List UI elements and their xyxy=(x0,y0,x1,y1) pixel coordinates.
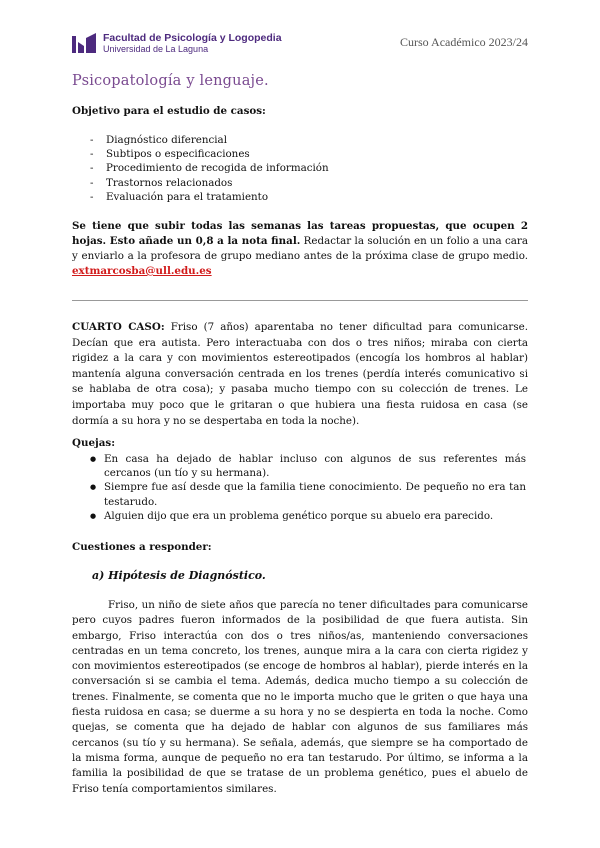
diagnosis-subheading: a) Hipótesis de Diagnóstico. xyxy=(92,569,266,582)
case-label: CUARTO CASO: xyxy=(72,321,165,333)
case-text: Friso (7 años) aparentaba no tener dificultad para comunicarse. Decían que era autista. Pero interactuaba con dos o tres niños; miraba con cierta rigidez a la cara y con movimientos estereotipados (encogía los hombros al hablar) mantenía alguna conversación centrada en los trenes (perdía interés comunicativo si se hablaba de otra cosa); y pasaba mucho tiempo con su colección de trenes. Le importaba muy poco que le gritaran o que hubiera una fiesta ruidosa en casa (se dormía a su hora y no se despertaba en toda la noche). xyxy=(72,321,528,427)
notice-bold: Se tiene que subir todas las semanas las tareas propuestas, que ocupen 2 hojas. Esto añade un 0,8 a la nota final. xyxy=(72,220,528,247)
list-item: ● Alguien dijo que era un problema genético porque su abuelo era parecido. xyxy=(90,509,526,523)
document-title: Psicopatología y lenguaje. xyxy=(72,73,269,89)
separator xyxy=(72,300,528,301)
list-item: - Trastornos relacionados xyxy=(90,176,329,190)
faculty-name: Facultad de Psicología y Logopedia xyxy=(103,32,282,44)
case-paragraph xyxy=(72,320,528,429)
list-item: ● En casa ha dejado de hablar incluso con algunos de sus referentes más cercanos (un tío y su hermana). xyxy=(90,452,526,480)
list-item: - Evaluación para el tratamiento xyxy=(90,190,329,204)
faculty-header xyxy=(103,32,282,55)
objective-heading: Objetivo para el estudio de casos: xyxy=(72,105,266,117)
objective-list xyxy=(90,133,329,204)
academic-year: Curso Académico 2023/24 xyxy=(400,35,528,49)
university-name: Universidad de La Laguna xyxy=(103,44,209,54)
submission-notice xyxy=(72,219,528,279)
complaints-list xyxy=(90,452,526,523)
email-link[interactable]: extmarcosba@ull.edu.es xyxy=(72,265,212,277)
list-item: - Diagnóstico diferencial xyxy=(90,133,329,147)
questions-heading: Cuestiones a responder: xyxy=(72,541,212,553)
complaints-heading: Quejas: xyxy=(72,437,116,449)
answer-paragraph: Friso, un niño de siete años que parecía no tener dificultades para comunicarse pero cuyos padres fueron informados de la posibilidad de que fuera autista. Sin embargo, Friso interactúa con dos o tres niños/as, manteniendo conversaciones centradas en un tema concreto, los trenes, aunque mira a la cara con cierta rigidez y con movimientos estereotipados (se encoge de hombros al hablar), pierde interés en la conversación si se cambia el tema. Además, dedica mucho tiempo a su colección de trenes. Finalmente, se comenta que no le importa mucho que le griten o que haya una fiesta ruidosa en casa; se duerme a su hora y no se despierta en toda la noche. Como quejas, se comenta que ha dejado de hablar con algunos de sus familiares más cercanos (su tío y su hermana). Se señala, además, que siempre se ha comportado de la misma forma, aunque de pequeño no era tan testarudo. Por último, se informa a la familia la posibilidad de que se tratase de un problema genético, pues el abuelo de Friso tenía comportamientos similares. xyxy=(72,599,528,795)
list-item: ● Siempre fue así desde que la familia tiene conocimiento. De pequeño no era tan testarudo. xyxy=(90,480,526,508)
notice-text: Redactar la solución en un folio a una cara y enviarlo a la profesora de grupo mediano antes de la próxima clase de grupo medio. xyxy=(72,235,528,262)
list-item: - Procedimiento de recogida de información xyxy=(90,161,329,175)
university-logo-icon xyxy=(72,33,97,53)
list-item: - Subtipos o especificaciones xyxy=(90,147,329,161)
